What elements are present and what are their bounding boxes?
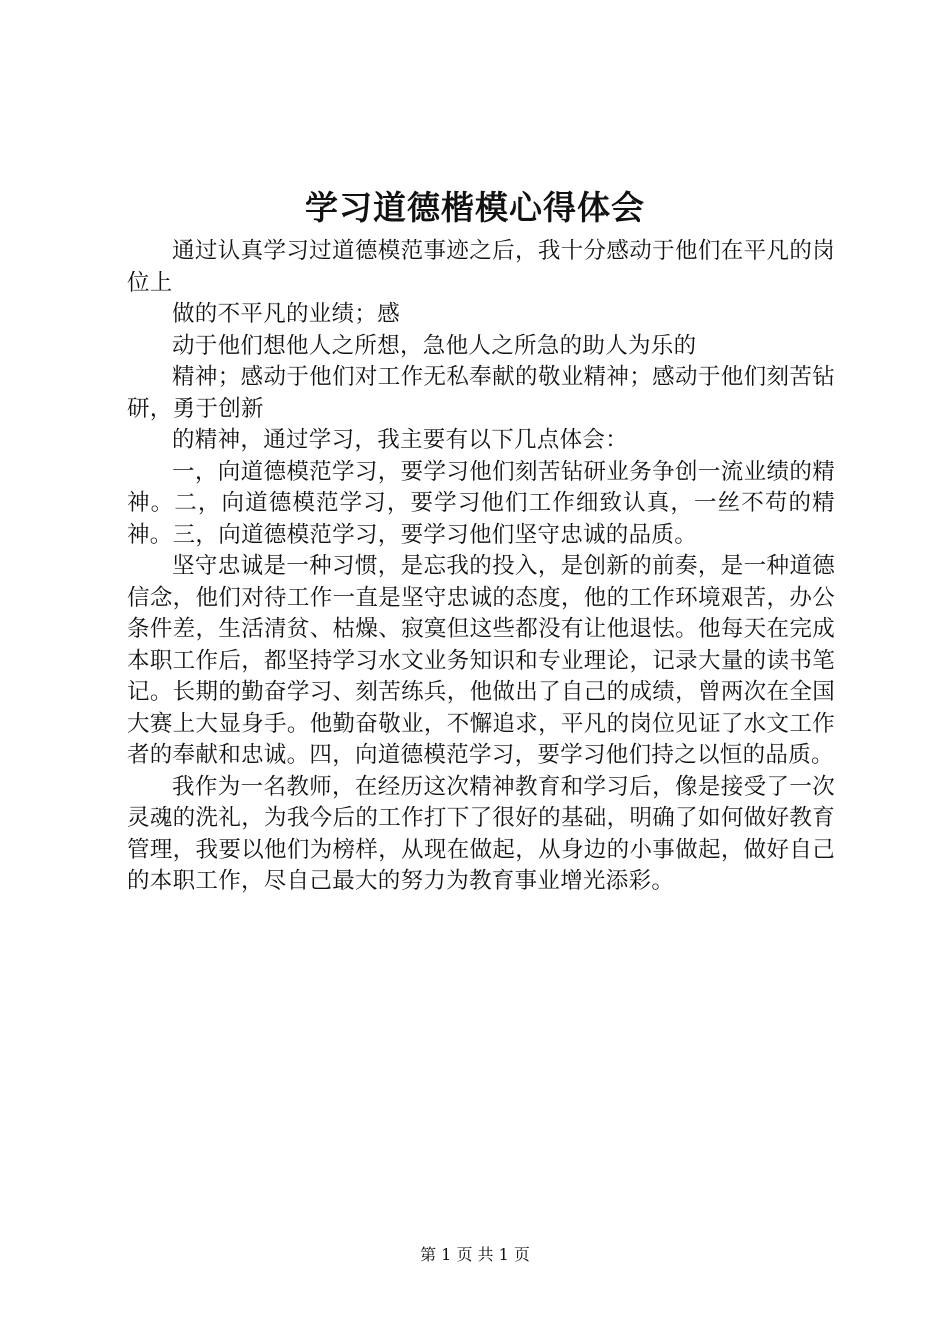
paragraph: 动于他们想他人之所想，急他人之所急的助人为乐的 — [172, 332, 697, 359]
paragraph: 的精神，通过学习，我主要有以下几点体会： — [172, 427, 629, 453]
paragraph: 精神；感动于他们对工作无私奉献的敬业精神；感动于他们刻苦钻研，勇于创新 — [127, 364, 835, 422]
paragraph: 坚守忠诚是一种习惯，是忘我的投入，是创新的前奏，是一种道德信念，他们对待工作一直是坚守忠诚的态度，他的工作环境艰苦，办公条件差，生活清贫、枯燥、寂寞但这些都没有让他退怯。他每天在完成本职工作后，都坚持学习水文业务知识和专业理论，记录大量的读书笔记。长期的勤奋学习、刻苦练兵，他做出了自己的成绩，曾两次在全国大赛上大显身手。他勤奋敬业，不懈追求，平凡的岗位见证了水文工作者的奉献和忠诚。四，向道德模范学习，要学习他们持之以恒的品质。 — [127, 553, 835, 768]
paragraph: 做的不平凡的业绩；感 — [172, 301, 401, 327]
paragraph: 我作为一名教师，在经历这次精神教育和学习后，像是接受了一次灵魂的洗礼，为我今后的工作打下了很好的基础，明确了如何做好教育管理，我要以他们为榜样，从现在做起，从身边的小事做起，做好自己的本职工作，尽自己最大的努力为教育事业增光添彩。 — [127, 773, 835, 894]
document-body — [127, 236, 835, 898]
paragraph: 通过认真学习过道德模范事迹之后，我十分感动于他们在平凡的岗位上 — [127, 238, 835, 296]
paragraph: 一，向道德模范学习，要学习他们刻苦钻研业务争创一流业绩的精神。二，向道德模范学习，要学习他们工作细致认真，一丝不苟的精神。三，向道德模范学习，要学习他们坚守忠诚的品质。 — [127, 458, 835, 548]
document-title: 学习道德楷模心得体会 — [305, 188, 645, 227]
page-footer: 第 1 页 共 1 页 — [420, 1245, 530, 1264]
